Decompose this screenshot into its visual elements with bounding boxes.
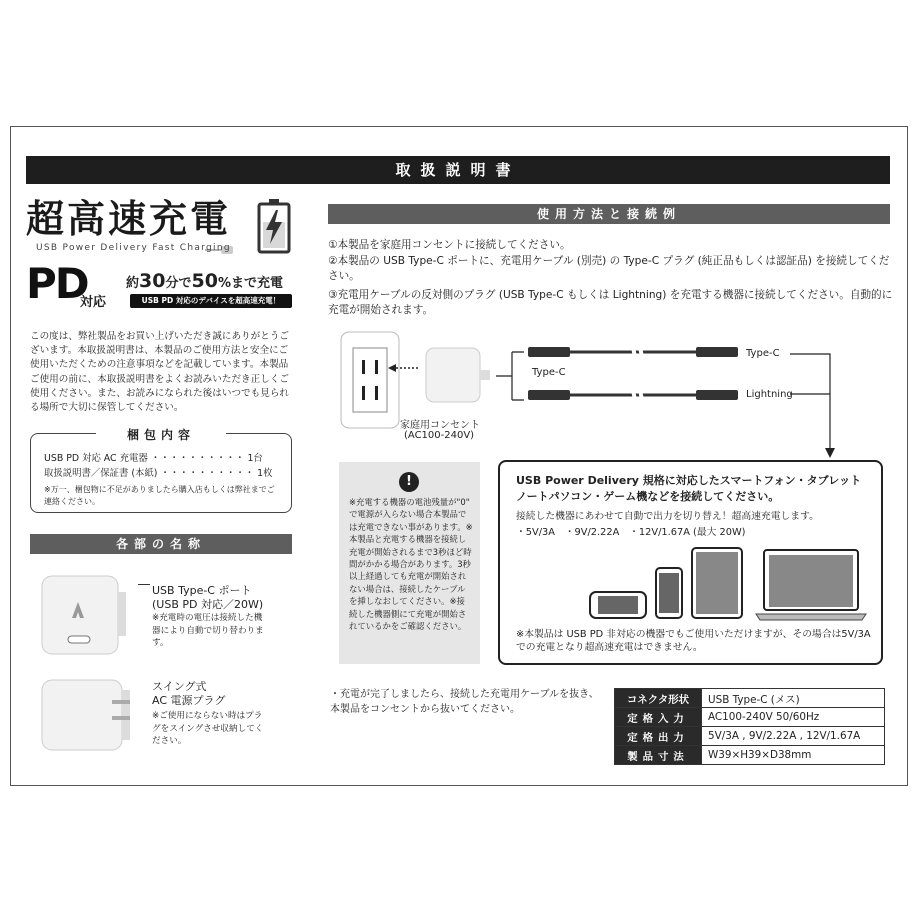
pd-logo: PD (26, 259, 88, 308)
pd-badge: USB PD 対応のデバイスを超高速充電！ (130, 294, 292, 308)
spec-value: 5V/3A , 9V/2.22A , 12V/1.67A (702, 727, 885, 746)
spec-row (615, 708, 885, 727)
spec-key: 定格出力 (615, 727, 702, 746)
outlet-spec: (AC100-240V) (404, 430, 475, 441)
headline: 超高速充電 (26, 197, 232, 241)
leader-line (138, 584, 150, 585)
port-note: ※充電時の電圧は接続した機器により自動で切り替わります。 (152, 613, 264, 648)
cable-input-label: Type-C (532, 367, 566, 378)
parts-title: 各部の名称 (30, 534, 292, 554)
spec-key: 製品寸法 (615, 746, 702, 765)
fast-charge-claim: 約30分で50%まで充電 (126, 270, 283, 292)
output-list: ・5V/3A ・9V/2.22A ・12V/1.67A (最大 20W) (516, 527, 746, 538)
plug-note: ※ご使用にならない時はプラグをスイングさせ収納してください。 (152, 711, 264, 746)
step-2: ②本製品の USB Type-C ポートに、充電用ケーブル (別売) の Type-C プラグ (純正品もしくは認証品) を接続してください。 (328, 255, 890, 282)
spec-key: 定格入力 (615, 708, 702, 727)
devices-title-1: USB Power Delivery 規格に対応したスマートフォン・タブレット (516, 474, 862, 487)
battery-icon (256, 198, 292, 254)
devices-illustration (586, 546, 872, 624)
spec-row (615, 689, 885, 708)
exclamation-icon: ! (399, 472, 419, 492)
usage-title: 使用方法と接続例 (328, 204, 890, 224)
package-item: USB PD 対応 AC 充電器 ・・・・・・・・・・ 1台 (44, 453, 263, 464)
package-note: ※万一、梱包物に不足がありましたら購入店もしくは弊社までご連絡ください。 (44, 485, 275, 506)
intro-text: この度は、弊社製品をお買い上げいただき誠にありがとうございます。本取扱説明書は、本製品のご使用方法と安全にご使用いただくための注意事項などを記載しています。本製品ご使用の前に、本取扱説明書をよくお読みいただき正しくご使用ください。また、お読みになられた後はいつでも見られる場所で大切に保管してください。 (30, 331, 290, 414)
spec-key: コネクタ形状 (615, 689, 702, 708)
outlet-label: 家庭用コンセント (400, 420, 480, 431)
port-label-spec: (USB PD 対応／20W) (152, 598, 264, 611)
charger-front-image (40, 574, 130, 658)
charger-side-image (38, 676, 138, 754)
plug-label: スイング式 (152, 680, 207, 693)
pd-suffix: 対応 (80, 295, 107, 310)
plug-label-type: AC 電源プラグ (152, 694, 226, 707)
step-1: ①本製品を家庭用コンセントに接続してください。 (328, 239, 571, 251)
package-item: 取扱説明書／保証書 (本紙) ・・・・・・・・・・ 1枚 (44, 468, 273, 479)
spec-value: W39×H39×D38mm (702, 746, 885, 765)
cable-output-typec-label: Type-C (746, 348, 780, 359)
subtitle: USB Power Delivery Fast Charging (36, 243, 231, 253)
devices-title-2: ノートパソコン・ゲーム機などを接続してください。 (516, 490, 780, 503)
spec-table (614, 688, 885, 765)
spec-row (615, 727, 885, 746)
finish-instructions: ・充電が完了しましたら、接続した充電用ケーブルを抜き、本製品をコンセントから抜いてください。 (330, 689, 599, 715)
cable-output-lightning-label: Lightning (746, 389, 793, 400)
devices-note: ※本製品は USB PD 非対応の機器でもご使用いただけますが、その場合は5V/3A での充電となり超高速充電はできません。 (516, 629, 871, 653)
spec-row (615, 746, 885, 765)
spec-value: USB Type-C (メス) (702, 689, 885, 708)
package-title: 梱包内容 (96, 426, 226, 443)
page-title: 取扱説明書 (26, 156, 890, 184)
spec-value: AC100-240V 50/60Hz (702, 708, 885, 727)
warning-text: ※充電する機器の電池残量が"0" で電源が入らない場合本製品では充電できない事があります。※本製品と充電する機器を接続し充電が開始されるまで3秒ほど時間がかかる場合があります。3秒以上経過しても充電が開始されない場合は、接続したケーブルを挿しなおしてください。※接続した機器側にて充電が開始されているかをご確認ください。 (349, 497, 473, 632)
port-label: USB Type-C ポート (152, 584, 252, 597)
step-3: ③充電用ケーブルの反対側のプラグ (USB Type-C もしくは Lightning) を充電する機器に接続してください。自動的に充電が開始されます。 (328, 289, 893, 316)
devices-desc: 接続した機器にあわせて自動で出力を切り替え！超高速充電します。 (516, 511, 819, 522)
